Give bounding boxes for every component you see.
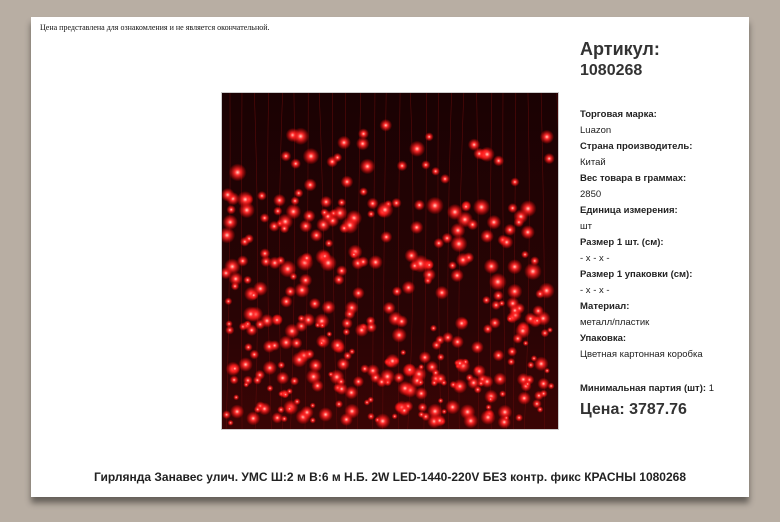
led-light: [489, 273, 507, 291]
led-light: [350, 250, 358, 258]
led-light: [267, 385, 274, 392]
led-light: [253, 376, 262, 385]
led-light: [244, 343, 253, 352]
article-number: 1080268: [580, 62, 643, 79]
led-light: [297, 315, 305, 323]
led-light: [491, 300, 501, 310]
led-light: [425, 132, 434, 141]
led-light: [513, 333, 523, 343]
led-light: [455, 358, 465, 368]
led-light: [456, 253, 470, 267]
led-light: [318, 407, 333, 422]
led-light: [360, 364, 369, 373]
led-light: [493, 350, 505, 362]
led-light: [377, 201, 394, 218]
spec-material: [580, 299, 745, 331]
led-light: [538, 378, 550, 390]
spec-label: Торговая марка:: [580, 109, 657, 120]
led-light: [540, 130, 554, 144]
led-light: [409, 260, 420, 271]
led-light: [397, 160, 408, 171]
led-light: [231, 282, 240, 291]
led-light: [226, 205, 236, 215]
spec-label: Размер 1 шт. (см):: [580, 237, 664, 248]
product-sheet: [31, 17, 749, 497]
led-light: [299, 220, 312, 233]
led-light: [503, 415, 509, 421]
spec-value: - x - x -: [580, 285, 610, 296]
product-info: [580, 39, 745, 419]
led-light: [409, 141, 425, 157]
led-light: [521, 251, 529, 259]
led-light: [320, 208, 329, 217]
led-light: [507, 347, 517, 357]
spec-value: Цветная картонная коробка: [580, 349, 703, 360]
led-light: [448, 261, 457, 270]
led-light: [333, 274, 344, 285]
led-light: [453, 379, 468, 394]
led-light: [375, 417, 381, 423]
spec-unit: [580, 203, 745, 235]
led-light: [487, 215, 502, 230]
led-light: [487, 396, 494, 403]
led-light: [520, 200, 537, 217]
led-light: [255, 319, 265, 329]
led-light: [304, 178, 317, 191]
led-light: [273, 207, 282, 216]
spec-label: Упаковка:: [580, 333, 627, 344]
led-light: [385, 354, 400, 369]
led-light: [426, 197, 444, 215]
led-light: [240, 237, 250, 247]
led-light: [418, 411, 425, 418]
led-light: [322, 300, 336, 314]
led-light: [277, 361, 285, 369]
led-light: [537, 406, 544, 413]
led-light: [316, 218, 330, 232]
led-light: [233, 394, 239, 400]
led-light: [418, 403, 428, 413]
led-light: [225, 297, 233, 305]
led-light: [403, 363, 416, 376]
led-light: [540, 390, 548, 398]
led-light: [508, 203, 518, 213]
led-light: [344, 404, 359, 419]
led-light: [418, 364, 424, 370]
led-light: [441, 409, 447, 415]
led-light: [367, 413, 375, 421]
led-light: [246, 411, 260, 425]
spec-country: [580, 139, 745, 171]
led-light: [222, 410, 231, 419]
led-light: [441, 379, 448, 386]
led-light: [368, 255, 382, 269]
led-light: [352, 287, 364, 299]
led-light: [493, 155, 504, 166]
spec-list: [580, 107, 745, 363]
led-light: [364, 399, 370, 405]
led-light: [333, 153, 342, 162]
led-light: [335, 400, 343, 408]
spec-value: Luazon: [580, 125, 612, 136]
led-light: [400, 349, 406, 355]
led-light: [328, 371, 334, 377]
led-light: [510, 177, 519, 186]
led-light: [258, 402, 271, 415]
min-order-label: Минимальная партия (шт):: [580, 383, 707, 394]
led-light: [455, 316, 469, 330]
led-light: [238, 357, 253, 372]
price-disclaimer: Цена представлена для ознакомления и не является окончательной.: [40, 23, 270, 32]
spec-weight: [580, 171, 745, 203]
led-light: [430, 325, 437, 332]
led-light: [437, 353, 445, 361]
led-light: [319, 322, 325, 328]
led-light: [473, 365, 486, 378]
led-light: [337, 358, 350, 371]
led-light: [320, 254, 337, 271]
led-light: [301, 252, 313, 264]
led-light: [336, 383, 348, 395]
led-light: [345, 301, 359, 315]
led-light: [499, 390, 506, 397]
led-light: [521, 225, 535, 239]
led-light: [493, 373, 506, 386]
led-light: [230, 375, 239, 384]
led-light: [523, 340, 529, 346]
led-light: [450, 269, 463, 282]
led-light: [489, 317, 501, 329]
led-light: [392, 286, 402, 296]
led-light: [249, 350, 259, 360]
led-light: [466, 374, 474, 382]
spec-brand: [580, 107, 745, 139]
led-light: [285, 286, 296, 297]
led-light: [435, 286, 449, 300]
led-light: [504, 224, 516, 236]
led-light: [292, 352, 308, 368]
led-light: [332, 205, 347, 220]
led-light: [434, 415, 446, 427]
led-light: [532, 305, 544, 317]
product-title: Гирлянда Занавес улич. УМС Ш:2 м В:6 м Н.Б. 2W LED-1440-220V БЕЗ контр. фикс КРАСНЫ 1080268: [94, 470, 686, 484]
led-light: [524, 381, 531, 388]
min-order-value: 1: [708, 383, 714, 394]
led-light: [269, 340, 280, 351]
led-light: [507, 358, 515, 366]
led-light: [280, 295, 292, 307]
spec-label: Вес товара в граммах:: [580, 173, 687, 184]
led-light: [272, 412, 283, 423]
led-light: [380, 119, 393, 132]
led-light: [392, 328, 407, 343]
led-light: [440, 174, 450, 184]
led-light: [402, 281, 416, 295]
article-label: Артикул:: [580, 39, 660, 59]
led-light: [426, 361, 439, 374]
led-light: [355, 323, 369, 337]
led-light: [398, 381, 413, 396]
led-light: [228, 420, 234, 426]
led-light: [518, 392, 531, 405]
led-light: [417, 379, 424, 386]
spec-packaging: [580, 331, 745, 363]
product-photo: [221, 92, 559, 430]
led-light: [311, 380, 323, 392]
led-light: [432, 340, 442, 350]
led-light: [533, 316, 542, 325]
led-light: [244, 321, 251, 328]
led-light: [339, 223, 349, 233]
led-light: [482, 296, 491, 305]
led-light: [514, 217, 524, 227]
led-light: [485, 404, 491, 410]
led-light: [281, 151, 292, 162]
spec-value: шт: [580, 221, 592, 232]
led-light: [493, 290, 504, 301]
led-light: [358, 128, 369, 139]
led-light: [325, 239, 334, 248]
spec-value: 2850: [580, 189, 602, 200]
led-light: [243, 306, 259, 322]
led-light: [395, 315, 408, 328]
led-light: [292, 128, 309, 145]
led-light: [376, 376, 387, 387]
led-light: [477, 380, 484, 387]
led-light: [360, 159, 376, 175]
led-light: [445, 400, 460, 415]
led-light: [527, 361, 535, 369]
led-light: [225, 320, 232, 327]
led-light: [509, 305, 521, 317]
led-light: [541, 329, 550, 338]
led-light: [359, 187, 368, 196]
led-light: [544, 368, 550, 374]
led-light: [484, 259, 499, 274]
led-light: [442, 332, 453, 343]
led-light: [535, 289, 545, 299]
spec-label: Единица измерения:: [580, 205, 678, 216]
led-light: [300, 406, 313, 419]
led-light: [380, 231, 392, 243]
led-light: [431, 167, 440, 176]
led-light: [415, 387, 428, 400]
led-light: [515, 414, 523, 422]
led-light: [341, 176, 354, 189]
led-light: [230, 405, 244, 419]
spec-label: Страна производитель:: [580, 141, 693, 152]
led-light: [223, 215, 238, 230]
spec-package-size: [580, 267, 745, 299]
led-light: [271, 314, 283, 326]
led-light: [309, 298, 321, 310]
led-light: [479, 147, 494, 162]
led-light: [299, 274, 312, 287]
led-light: [320, 196, 332, 208]
led-light: [367, 210, 375, 218]
led-light: [353, 376, 364, 387]
led-light: [463, 413, 478, 428]
led-light: [358, 256, 369, 267]
led-light: [434, 238, 445, 249]
led-light: [507, 315, 514, 322]
led-light: [507, 284, 522, 299]
led-light: [410, 221, 423, 234]
spec-label: Материал:: [580, 301, 630, 312]
led-light: [285, 405, 294, 414]
spec-value: Китай: [580, 157, 606, 168]
led-light: [471, 341, 484, 354]
spec-value: - x - x -: [580, 253, 610, 264]
led-curtain-image: [222, 93, 558, 429]
led-light: [467, 219, 478, 230]
led-light: [392, 413, 398, 419]
led-light: [421, 160, 430, 169]
spec-item-size: [580, 235, 745, 267]
led-light: [229, 164, 247, 182]
led-light: [337, 136, 351, 150]
led-light: [303, 148, 320, 165]
led-light: [260, 213, 270, 223]
led-light: [341, 318, 353, 330]
led-light: [282, 391, 289, 398]
led-light: [366, 316, 376, 326]
led-light: [243, 382, 249, 388]
led-light: [544, 153, 555, 164]
led-light: [507, 259, 522, 274]
led-light: [531, 355, 538, 362]
led-light: [414, 200, 425, 211]
led-light: [290, 376, 299, 385]
led-light: [480, 229, 494, 243]
led-light: [330, 338, 344, 352]
led-light: [276, 372, 289, 385]
led-light: [257, 191, 267, 201]
led-light: [309, 359, 323, 373]
led-light: [263, 361, 277, 375]
led-light: [447, 204, 463, 220]
led-light: [279, 260, 296, 277]
led-light: [237, 191, 254, 208]
led-light: [500, 236, 513, 249]
spec-value: металл/пластик: [580, 317, 650, 328]
led-light: [343, 328, 351, 336]
led-light: [284, 324, 299, 339]
led-light: [294, 188, 303, 197]
led-light: [273, 194, 286, 207]
led-light: [260, 248, 271, 259]
led-light: [450, 235, 467, 252]
min-order: [580, 383, 745, 394]
led-light: [243, 276, 252, 285]
led-light: [318, 339, 325, 346]
led-light: [224, 258, 240, 274]
led-light: [480, 410, 495, 425]
led-light: [290, 158, 301, 169]
led-light: [438, 398, 444, 404]
price: Цена: 3787.76: [580, 401, 687, 418]
led-light: [280, 224, 290, 234]
led-light: [524, 263, 542, 281]
led-light: [399, 405, 410, 416]
spec-label: Размер 1 упаковки (см):: [580, 269, 693, 280]
led-light: [249, 290, 259, 300]
led-light: [230, 363, 241, 374]
led-light: [473, 199, 490, 216]
